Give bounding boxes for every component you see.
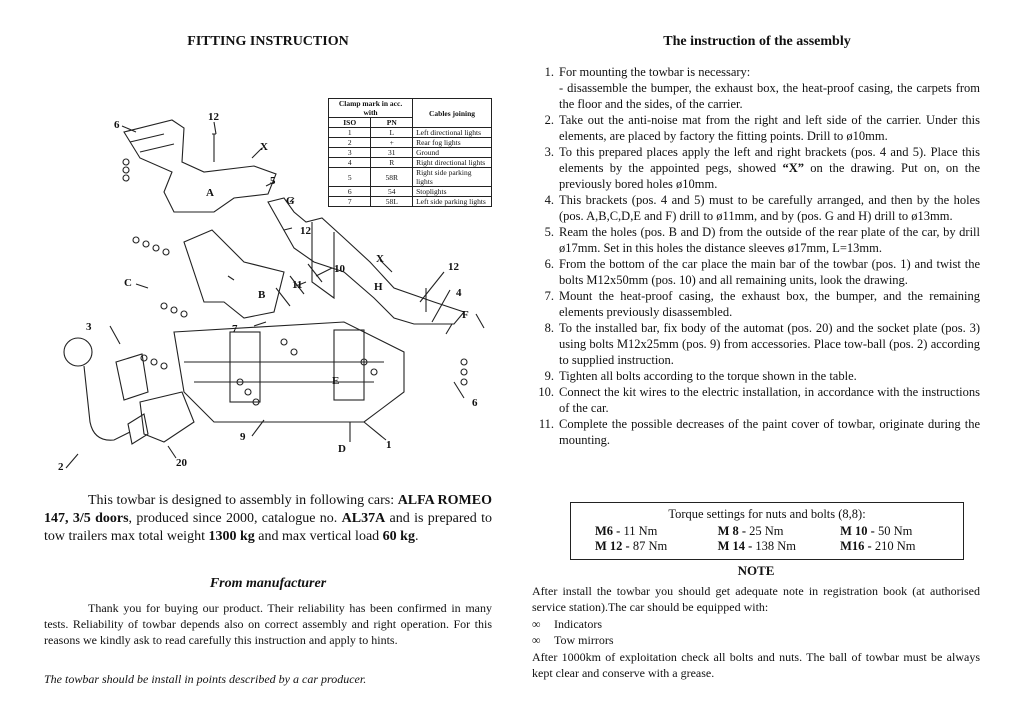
step-11: 11. Complete the possible decreases of the paint cover of towbar, originate during the mounting.	[538, 417, 980, 447]
label-d: D	[338, 443, 346, 455]
equipment-list	[532, 616, 613, 648]
infinity-bullet-icon: ∞	[532, 617, 541, 631]
cable-pn-cell: 58L	[371, 197, 413, 207]
iso-header: ISO	[329, 118, 371, 128]
label-c: C	[124, 277, 132, 289]
equipment-item	[532, 616, 613, 632]
step-3-bold: “X”	[782, 161, 805, 175]
cable-iso-cell: 3	[329, 148, 371, 158]
cable-row	[329, 128, 492, 138]
car-model: ALFA ROMEO 147, 3/5 doors	[44, 493, 492, 526]
label-f: F	[462, 309, 469, 321]
label-7: 7	[232, 323, 238, 335]
step-10: 10. Connect the kit wires to the electric installation, in accordance with the instructions of the car.	[538, 385, 980, 415]
cable-pn-cell: +	[371, 138, 413, 148]
torque-caption: Torque settings for nuts and bolts (8,8):	[668, 507, 866, 521]
catalogue-number: AL37A	[341, 511, 386, 526]
label-2: 2	[58, 461, 64, 472]
step-1-text: For mounting the towbar is necessary: - disassemble the bumper, the exhaust box, the heat-proof casing, the carpets from the floor and the sides, of the carrier.	[559, 65, 980, 111]
cable-pn-cell: L	[371, 128, 413, 138]
assembly-steps-list	[532, 64, 980, 448]
cable-row	[329, 148, 492, 158]
note-text: After install the towbar you should get adequate note in registration book (at authorised service station).The car should be equipped with:	[532, 584, 980, 614]
step-4: 4. This brackets (pos. 4 and 5) must to be carefully arranged, and then by the holes (pos. A,B,C,D,E and F) drill to ø11mm, and by (pos. G and H) drill to ø13mm.	[544, 193, 980, 223]
cable-iso-cell: 4	[329, 158, 371, 168]
step-6: 6. From the bottom of the car place the main bar of the towbar (pos. 1) and twist the bolts M12x50mm (pos. 10) and all remaining units, look the drawing.	[544, 257, 980, 287]
step-5: 5. Ream the holes (pos. B and D) from the outside of the rear plate of the car, by drill ø17mm. Set in this holes the distance sleeves ø17mm, L=13mm.	[544, 225, 980, 255]
intro-text-4: and max vertical load	[254, 529, 383, 544]
equipment-label: Tow mirrors	[554, 633, 614, 647]
label-6-right: 6	[472, 397, 478, 409]
label-12-mid: 12	[300, 225, 311, 237]
step-6-text: From the bottom of the car place the main bar of the towbar (pos. 1) and twist the bolts M12x50mm (pos. 10) and all remaining units, look the drawing.	[559, 257, 980, 287]
step-7: 7. Mount the heat-proof casing, the exhaust box, the bumper, and the remaining elements previously disassembled.	[544, 289, 980, 319]
clamp-mark-header: Clamp mark in acc. with	[329, 99, 413, 118]
equipment-item	[532, 632, 613, 648]
pn-header: PN	[371, 118, 413, 128]
label-1: 1	[386, 439, 392, 451]
intro-paragraph	[44, 492, 492, 546]
step-9: 9. Tighten all bolts according to the torque shown in the table.	[544, 369, 857, 383]
thanks-paragraph: Thank you for buying our product. Their reliability has been confirmed in many tests. Reliability of towbar depends also on correct assembly and right operation. For this reasons we kindly ask to read carefully this instruction and apply to hints.	[44, 601, 492, 647]
cable-pn-cell: 58R	[371, 168, 413, 187]
step-4-text: This brackets (pos. 4 and 5) must to be carefully arranged, and then by the holes (pos. A,B,C,D,E and F) drill to ø11mm, and by (pos. G and H) drill to ø13mm.	[559, 193, 980, 223]
label-x-right: X	[376, 253, 384, 265]
step-3-text-b: on the drawing. Put on, on the previously bored holes ø10mm.	[559, 161, 980, 191]
step-8-text: To the installed bar, fix body of the automat (pos. 20) and the socket plate (pos. 3) using bolts M12x25mm (pos. 9) from accessories. Place tow-ball (pos. 2) according to supplied instruction.	[559, 321, 980, 367]
label-12-right: 12	[448, 261, 459, 273]
cable-row	[329, 168, 492, 187]
label-6: 6	[114, 119, 120, 131]
fitting-instruction-title: FITTING INSTRUCTION	[187, 34, 349, 49]
towbar-exploded-diagram	[44, 62, 492, 472]
left-page	[44, 30, 492, 686]
equipment-label: Indicators	[554, 617, 602, 631]
label-e: E	[332, 375, 340, 387]
torque-m14: M 14 - 138 Nm	[717, 539, 797, 553]
label-10: 10	[334, 263, 345, 275]
cable-pn-cell: R	[371, 158, 413, 168]
cable-desc-cell: Rear fog lights	[413, 138, 492, 148]
torque-settings-box	[570, 502, 964, 560]
cables-table-body	[329, 128, 492, 207]
intro-text-2: , produced since 2000, catalogue no.	[128, 511, 342, 526]
cable-desc-cell: Ground	[413, 148, 492, 158]
cable-desc-cell: Left directional lights	[413, 128, 492, 138]
torque-m16: M16 - 210 Nm	[840, 539, 916, 553]
step-8: 8. To the installed bar, fix body of the automat (pos. 20) and the socket plate (pos. 3) using bolts M12x25mm (pos. 9) from accessories. Place tow-ball (pos. 2) according to supplied instruction.	[544, 321, 980, 367]
label-4: 4	[456, 287, 462, 299]
label-11: 11	[292, 279, 303, 291]
step-10-text: Connect the kit wires to the electric installation, in accordance with the instructions of the car.	[559, 385, 980, 415]
step-2: 2. Take out the anti-noise mat from the right and left side of the carrier. Under this elements, are placed by factory the fitting points. Drill to ø10mm.	[544, 113, 980, 143]
assembly-instruction-title: The instruction of the assembly	[663, 34, 851, 49]
cable-iso-cell: 2	[329, 138, 371, 148]
step-3: 3. To this prepared places apply the left and right brackets (pos. 4 and 5). Place this elements by the appointed pegs, showed “X” on the drawing. Put on, on the previously bored holes ø10mm.	[544, 145, 980, 191]
maintenance-text: After 1000km of exploitation check all bolts and nuts. The ball of towbar must be always kept clear and conserve with a grease.	[532, 650, 980, 680]
step-1: 1. For mounting the towbar is necessary: - disassemble the bumper, the exhaust box, the heat-proof casing, the carpets from the floor and the sides, of the carrier.	[544, 65, 980, 111]
cable-row	[329, 138, 492, 148]
note-heading: NOTE	[737, 563, 775, 578]
cable-desc-cell: Right side parking lights	[413, 168, 492, 187]
torque-table	[595, 524, 963, 554]
label-h: H	[374, 281, 383, 293]
right-bracket-shape	[268, 198, 464, 324]
cable-iso-cell: 5	[329, 168, 371, 187]
torque-m10: M 10 - 50 Nm	[840, 524, 913, 538]
cable-row	[329, 187, 492, 197]
label-x-top: X	[260, 141, 268, 153]
label-12-top: 12	[208, 111, 219, 123]
step-7-text: Mount the heat-proof casing, the exhaust box, the bumper, and the remaining elements previously disassembled.	[559, 289, 980, 319]
torque-m12: M 12 - 87 Nm	[595, 539, 668, 553]
intro-text-5: .	[414, 529, 419, 544]
main-bar-shape	[174, 322, 404, 422]
torque-m8: M 8 - 25 Nm	[717, 524, 784, 538]
install-note: The towbar should be install in points described by a car producer.	[44, 672, 367, 686]
infinity-bullet-icon: ∞	[532, 633, 541, 647]
step-5-text: Ream the holes (pos. B and D) from the outside of the rear plate of the car, by drill ø17mm. Set in this holes the distance sleeves ø17mm, L=13mm.	[559, 225, 980, 255]
cable-pn-cell: 31	[371, 148, 413, 158]
intro-text-3: and is prepared to tow trailers max total weight	[44, 511, 492, 544]
step-9-text: Tighten all bolts according to the torque shown in the table.	[559, 369, 857, 383]
center-bracket-shape	[184, 230, 284, 318]
label-5: 5	[270, 175, 276, 187]
max-trailer-weight: 1300 kg	[208, 529, 255, 544]
tow-ball-shape	[64, 338, 92, 366]
cable-desc-cell: Left side parking lights	[413, 197, 492, 207]
label-g: G	[286, 195, 295, 207]
cable-iso-cell: 1	[329, 128, 371, 138]
label-9: 9	[240, 431, 246, 443]
cables-joining-header: Cables joining	[413, 99, 492, 128]
step-11-text: Complete the possible decreases of the paint cover of towbar, originate during the mounting.	[559, 417, 980, 447]
cable-desc-cell: Right directional lights	[413, 158, 492, 168]
step-3-text-a: To this prepared places apply the left and right brackets (pos. 4 and 5). Place this elements by the appointed pegs, showed	[559, 145, 980, 175]
cable-row	[329, 158, 492, 168]
label-b: B	[258, 289, 266, 301]
cable-desc-cell: Stoplights	[413, 187, 492, 197]
label-3: 3	[86, 321, 92, 333]
label-20: 20	[176, 457, 187, 469]
cable-row	[329, 197, 492, 207]
intro-text-1: This towbar is designed to assembly in following cars:	[88, 493, 398, 508]
cable-iso-cell: 7	[329, 197, 371, 207]
torque-m6: M6 - 11 Nm	[595, 524, 658, 538]
cable-iso-cell: 6	[329, 187, 371, 197]
label-a: A	[206, 187, 214, 199]
right-page	[532, 30, 982, 680]
left-bracket-shape	[124, 120, 276, 212]
step-2-text: Take out the anti-noise mat from the right and left side of the carrier. Under this elements, are placed by factory the fitting points. Drill to ø10mm.	[559, 113, 980, 143]
max-vertical-load: 60 kg	[382, 529, 415, 544]
cable-pn-cell: 54	[371, 187, 413, 197]
cables-joining-table	[328, 98, 492, 207]
from-manufacturer-heading: From manufacturer	[209, 576, 327, 591]
